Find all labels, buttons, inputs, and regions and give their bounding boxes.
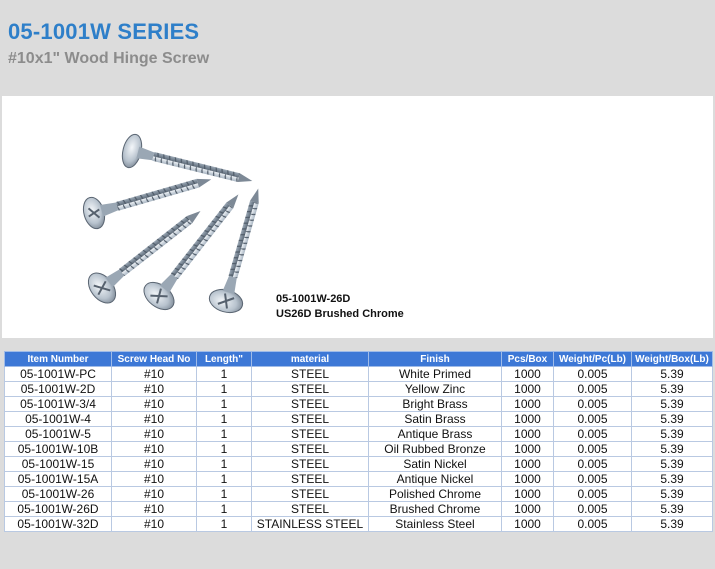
table-cell: STEEL: [252, 367, 369, 382]
table-cell: #10: [112, 487, 197, 502]
table-cell: 1000: [502, 397, 554, 412]
table-row: [5, 382, 713, 397]
table-cell: 05-1001W-PC: [5, 367, 112, 382]
table-row: [5, 502, 713, 517]
table-cell: Oil Rubbed Bronze: [369, 442, 502, 457]
table-cell: 05-1001W-26: [5, 487, 112, 502]
table-cell: 0.005: [554, 487, 632, 502]
table-cell: STAINLESS STEEL: [252, 517, 369, 532]
table-cell: White Primed: [369, 367, 502, 382]
table-cell: 05-1001W-5: [5, 427, 112, 442]
table-cell: 0.005: [554, 397, 632, 412]
table-cell: 1: [197, 517, 252, 532]
table-cell: 0.005: [554, 457, 632, 472]
table-cell: STEEL: [252, 412, 369, 427]
photo-caption: [276, 292, 404, 322]
table-cell: 1: [197, 442, 252, 457]
table-cell: STEEL: [252, 502, 369, 517]
column-header: Weight/Box(Lb): [632, 352, 713, 367]
table-cell: STEEL: [252, 427, 369, 442]
table-cell: STEEL: [252, 487, 369, 502]
column-header: material: [252, 352, 369, 367]
table-row: [5, 442, 713, 457]
table-cell: 5.39: [632, 517, 713, 532]
table-cell: STEEL: [252, 397, 369, 412]
table-cell: Antique Brass: [369, 427, 502, 442]
table-cell: 05-1001W-15A: [5, 472, 112, 487]
table-cell: 05-1001W-26D: [5, 502, 112, 517]
table-cell: STEEL: [252, 382, 369, 397]
table-row: [5, 367, 713, 382]
table-cell: #10: [112, 517, 197, 532]
table-row: [5, 397, 713, 412]
table-cell: 0.005: [554, 472, 632, 487]
table-cell: 1: [197, 427, 252, 442]
table-cell: 5.39: [632, 427, 713, 442]
table-cell: 5.39: [632, 367, 713, 382]
table-cell: STEEL: [252, 472, 369, 487]
table-cell: 1000: [502, 502, 554, 517]
table-cell: 1: [197, 382, 252, 397]
table-cell: 5.39: [632, 382, 713, 397]
table-cell: 5.39: [632, 457, 713, 472]
column-header: Item Number: [5, 352, 112, 367]
table-cell: Satin Nickel: [369, 457, 502, 472]
table-row: [5, 472, 713, 487]
table-row: [5, 487, 713, 502]
table-cell: #10: [112, 427, 197, 442]
table-cell: 0.005: [554, 427, 632, 442]
table-row: [5, 412, 713, 427]
table-header-row: [5, 352, 713, 367]
table-cell: 0.005: [554, 442, 632, 457]
table-cell: 5.39: [632, 442, 713, 457]
table-cell: 1000: [502, 472, 554, 487]
table-cell: 1: [197, 457, 252, 472]
page-title: 05-1001W SERIES: [8, 19, 200, 44]
table-cell: 05-1001W-15: [5, 457, 112, 472]
table-cell: 5.39: [632, 487, 713, 502]
table-cell: 05-1001W-2D: [5, 382, 112, 397]
table-cell: STEEL: [252, 442, 369, 457]
table-cell: 1000: [502, 367, 554, 382]
table-cell: 05-1001W-4: [5, 412, 112, 427]
table-cell: 05-1001W-3/4: [5, 397, 112, 412]
table-cell: #10: [112, 412, 197, 427]
caption-finish: US26D Brushed Chrome: [276, 308, 404, 320]
table-cell: #10: [112, 397, 197, 412]
column-header: Pcs/Box: [502, 352, 554, 367]
table-cell: 5.39: [632, 472, 713, 487]
table-row: [5, 427, 713, 442]
spec-table: [4, 351, 713, 532]
table-cell: 1000: [502, 412, 554, 427]
table-row: [5, 517, 713, 532]
table-cell: Satin Brass: [369, 412, 502, 427]
table-cell: Stainless Steel: [369, 517, 502, 532]
table-cell: 1: [197, 397, 252, 412]
table-cell: 0.005: [554, 517, 632, 532]
table-cell: 1: [197, 472, 252, 487]
table-cell: #10: [112, 367, 197, 382]
table-cell: 1000: [502, 442, 554, 457]
table-cell: 0.005: [554, 412, 632, 427]
column-header: Finish: [369, 352, 502, 367]
table-cell: Bright Brass: [369, 397, 502, 412]
column-header: Weight/Pc(Lb): [554, 352, 632, 367]
product-photo-panel: [2, 96, 713, 338]
table-cell: 05-1001W-10B: [5, 442, 112, 457]
column-header: Length": [197, 352, 252, 367]
table-cell: 1: [197, 502, 252, 517]
table-cell: 1000: [502, 427, 554, 442]
table-cell: #10: [112, 442, 197, 457]
table-cell: #10: [112, 382, 197, 397]
table-cell: 1000: [502, 487, 554, 502]
table-cell: 05-1001W-32D: [5, 517, 112, 532]
footer-band: [0, 535, 715, 569]
table-cell: 1000: [502, 382, 554, 397]
table-cell: 0.005: [554, 502, 632, 517]
table-cell: #10: [112, 502, 197, 517]
table-cell: Brushed Chrome: [369, 502, 502, 517]
table-cell: Yellow Zinc: [369, 382, 502, 397]
table-cell: 5.39: [632, 397, 713, 412]
table-cell: 0.005: [554, 367, 632, 382]
table-cell: 1000: [502, 517, 554, 532]
page-subtitle: #10x1" Wood Hinge Screw: [8, 50, 210, 67]
table-cell: 1: [197, 412, 252, 427]
table-cell: 1000: [502, 457, 554, 472]
table-row: [5, 457, 713, 472]
table-cell: 5.39: [632, 502, 713, 517]
table-cell: Polished Chrome: [369, 487, 502, 502]
table-cell: 1: [197, 487, 252, 502]
table-cell: #10: [112, 472, 197, 487]
table-cell: 5.39: [632, 412, 713, 427]
table-body: [5, 367, 713, 532]
column-header: Screw Head No: [112, 352, 197, 367]
table-cell: Antique Nickel: [369, 472, 502, 487]
table-cell: 0.005: [554, 382, 632, 397]
caption-item-code: 05-1001W-26D: [276, 293, 351, 305]
table-cell: 1: [197, 367, 252, 382]
table-cell: STEEL: [252, 457, 369, 472]
table-cell: #10: [112, 457, 197, 472]
